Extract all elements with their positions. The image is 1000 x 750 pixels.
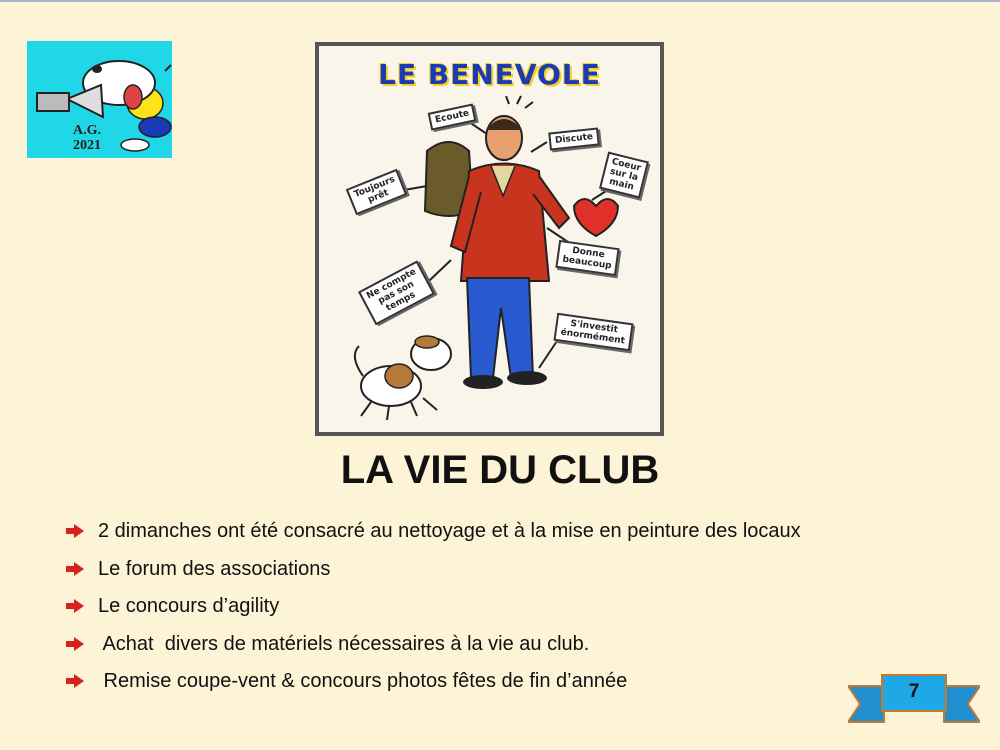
tag-coeur-sur-la-main: Coeur sur la main (599, 152, 649, 199)
slide-heading: LA VIE DU CLUB (340, 448, 660, 492)
red-arrow-bullet-icon (66, 674, 84, 688)
page-number: 7 (908, 681, 920, 702)
tag-ne-compte-pas-son-temps: Ne compte pas son temps (358, 261, 435, 326)
tag-discute: Discute (548, 127, 600, 150)
bullet-text: 2 dimanches ont été consacré au nettoyage et à la mise en peinture des locaux (98, 520, 801, 542)
red-arrow-bullet-icon (66, 599, 84, 613)
bullet-text: Le concours d’agility (98, 595, 280, 617)
tag-ecoute: Ecoute (428, 103, 477, 130)
tag-donne-beaucoup: Donne beaucoup (555, 240, 620, 276)
bullet-text: Le forum des associations (98, 557, 331, 580)
benevole-poster (315, 42, 664, 436)
logo-year-text: 2021 (73, 138, 101, 153)
tag-toujours-pret: Toujours prêt (346, 169, 407, 216)
bullet-text: Remise coupe-vent & concours photos fêtes de fin d’année (98, 670, 628, 692)
red-arrow-bullet-icon (66, 524, 84, 538)
red-arrow-bullet-icon (66, 637, 84, 651)
bullet-text: Achat divers de matériels nécessaires à la vie au club. (98, 632, 590, 655)
club-logo (27, 41, 172, 158)
logo-ag-text: A.G. (73, 123, 101, 138)
volunteer-illustration (319, 46, 660, 432)
red-arrow-bullet-icon (66, 562, 84, 576)
top-rule (0, 0, 1000, 2)
poster-title: LE BENEVOLE (378, 58, 601, 91)
tag-s-investit-enormement: S'investit énormément (553, 313, 633, 351)
